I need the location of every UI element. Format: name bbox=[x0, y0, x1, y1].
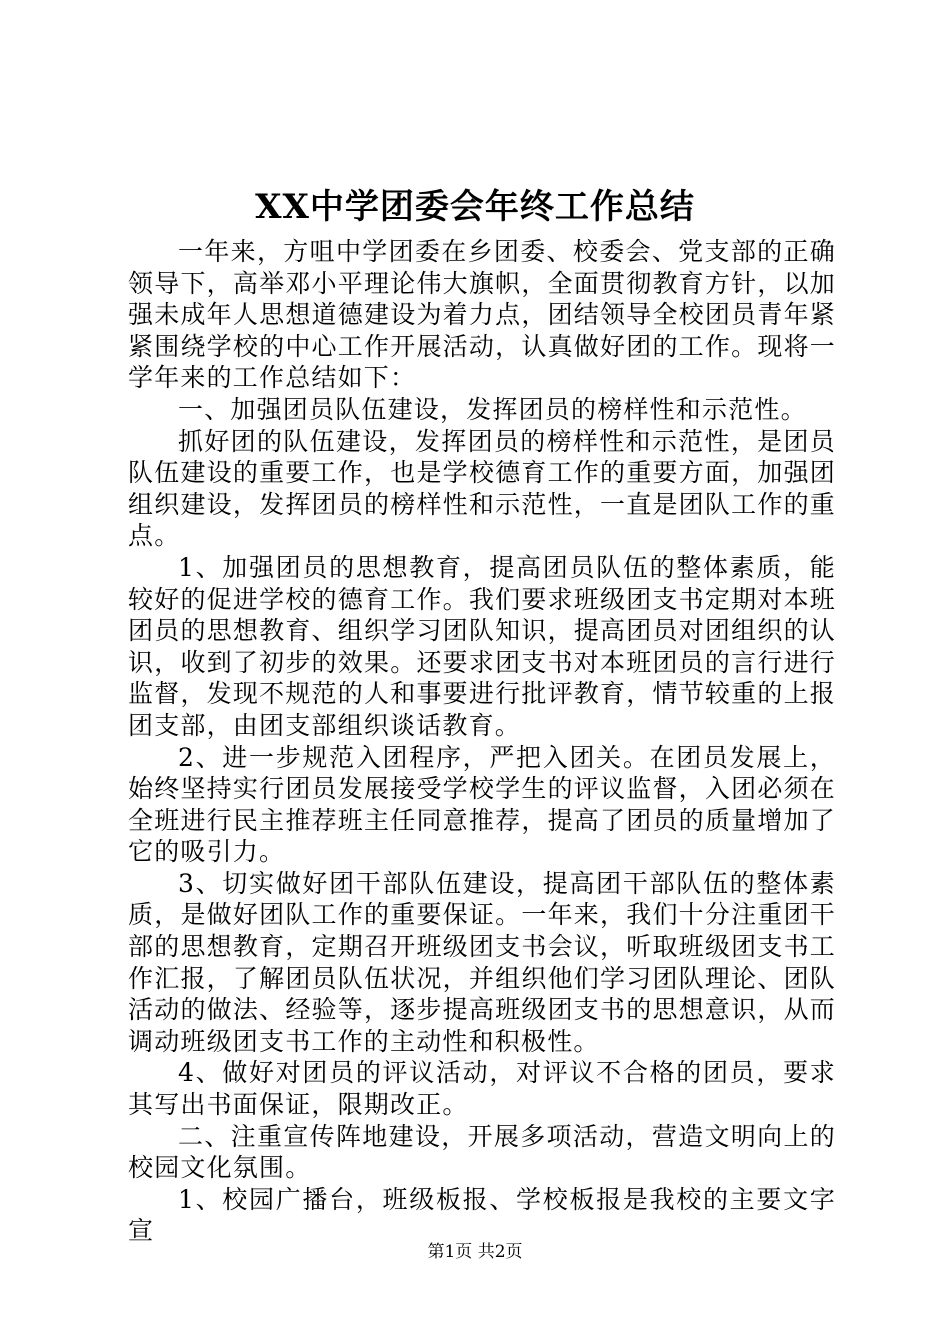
paragraph-item-3: 3、切实做好团干部队伍建设，提高团干部队伍的整体素质，是做好团队工作的重要保证。一年来，我们十分注重团干部的思想教育，定期召开班级团支书会议，听取班级团支书工作汇报，了解团员队伍状况，并组织他们学习团队理论、团队活动的做法、经验等，逐步提高班级团支书的思想意识，从而调动班级团支书工作的主动性和积极性。 bbox=[128, 868, 836, 1056]
page-footer: 第1页 共2页 bbox=[427, 1242, 523, 1262]
paragraph-item-1: 1、加强团员的思想教育，提高团员队伍的整体素质，能较好的促进学校的德育工作。我们要求班级团支书定期对本班团员的思想教育、组织学习团队知识，提高团员对团组织的认识，收到了初步的效果。还要求团支书对本班团员的言行进行监督，发现不规范的人和事要进行批评教育，情节较重的上报团支部，由团支部组织谈话教育。 bbox=[128, 552, 836, 740]
section-heading-1: 一、加强团员队伍建设，发挥团员的榜样性和示范性。 bbox=[178, 394, 807, 424]
paragraph-section-1: 抓好团的队伍建设，发挥团员的榜样性和示范性，是团员队伍建设的重要工作，也是学校德育工作的重要方面，加强团组织建设，发挥团员的榜样性和示范性，一直是团队工作的重点。 bbox=[128, 426, 836, 551]
paragraph-section-2-item-1: 1、校园广播台，班级板报、学校板报是我校的主要文字宣 bbox=[128, 1184, 836, 1246]
document-body bbox=[128, 236, 836, 1247]
paragraph-item-4: 4、做好对团员的评议活动，对评议不合格的团员，要求其写出书面保证，限期改正。 bbox=[128, 1058, 836, 1120]
document-title: XX中学团委会年终工作总结 bbox=[255, 187, 695, 227]
paragraph-intro: 一年来，方咀中学团委在乡团委、校委会、党支部的正确领导下，高举邓小平理论伟大旗帜，全面贯彻教育方针，以加强未成年人思想道德建设为着力点，团结领导全校团员青年紧紧围绕学校的中心工作开展活动，认真做好团的工作。现将一学年来的工作总结如下： bbox=[128, 237, 836, 393]
paragraph-item-2: 2、进一步规范入团程序，严把入团关。在团员发展上，始终坚持实行团员发展接受学校学生的评议监督，入团必须在全班进行民主推荐班主任同意推荐，提高了团员的质量增加了它的吸引力。 bbox=[128, 742, 836, 867]
section-heading-2: 二、注重宣传阵地建设，开展多项活动，营造文明向上的校园文化氛围。 bbox=[128, 1121, 836, 1183]
